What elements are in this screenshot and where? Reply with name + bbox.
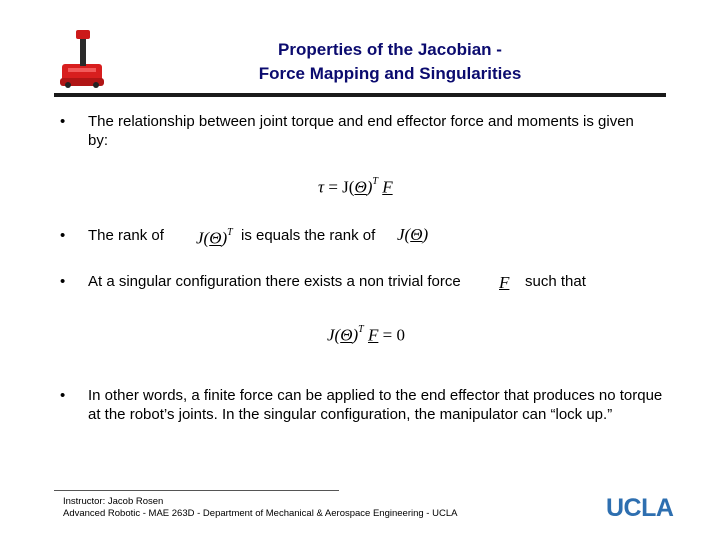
- ucla-logo: UCLA: [606, 494, 674, 522]
- robot-icon: [58, 28, 108, 90]
- equation-j: [397, 225, 428, 245]
- title-line-1: Properties of the Jacobian -: [278, 40, 502, 59]
- title-divider: [54, 93, 666, 97]
- eq-transpose: T: [227, 227, 233, 238]
- eq-force: F: [499, 273, 510, 292]
- equation-torque-force: [318, 174, 393, 198]
- eq-tau: τ: [318, 177, 325, 197]
- bullet-text-singular: At a singular configuration there exists a non trivial force: [88, 273, 461, 290]
- footer-divider: [54, 490, 339, 491]
- bullet-marker: •: [60, 273, 66, 290]
- eq-close: ): [366, 177, 373, 197]
- eq-force: F: [382, 177, 393, 197]
- eq-j: J(: [397, 225, 411, 244]
- eq-close: ): [352, 325, 359, 345]
- bullet-marker: •: [60, 113, 66, 130]
- eq-equals-zero: = 0: [378, 325, 405, 345]
- equation-force-vector: [499, 273, 509, 293]
- eq-j: J(: [327, 325, 341, 345]
- eq-theta: Θ: [354, 177, 367, 197]
- bullet-text-rank: The rank of: [88, 227, 164, 244]
- footer-credits: [63, 496, 457, 520]
- footer-course: Advanced Robotic - MAE 263D - Department of Mechanical & Aerospace Engineering - UCLA: [63, 508, 458, 519]
- eq-theta: Θ: [340, 325, 353, 345]
- footer-instructor: Instructor: Jacob Rosen: [63, 496, 164, 507]
- eq-close: ): [422, 225, 429, 244]
- bullet-text-lock-up: In other words, a finite force can be applied to the end effector that produces no torque at the robot’s joints. In the singular configuration, the manipulator can “lock up.”: [88, 387, 663, 423]
- title-line-2: Force Mapping and Singularities: [258, 64, 522, 83]
- equation-j-transpose: [196, 225, 233, 249]
- slide-title: [170, 38, 610, 86]
- bullet-text-torque-relation: The relationship between joint torque and end effector force and moments is given by:: [88, 113, 634, 149]
- equation-singular-condition: [327, 322, 405, 346]
- bullet-marker: •: [60, 387, 66, 404]
- eq-transpose: T: [358, 324, 364, 335]
- eq-close: ): [221, 228, 228, 248]
- eq-transpose: T: [372, 176, 378, 187]
- bullet-text-rank-middle: is equals the rank of: [241, 227, 376, 244]
- bullet-marker: •: [60, 227, 66, 244]
- eq-j: J(: [196, 228, 210, 248]
- bullet-text-such-that: such that: [525, 273, 586, 290]
- eq-theta: Θ: [410, 225, 423, 244]
- eq-force: F: [367, 325, 379, 345]
- eq-theta: Θ: [209, 228, 222, 248]
- eq-equals-j: = J(: [328, 177, 355, 197]
